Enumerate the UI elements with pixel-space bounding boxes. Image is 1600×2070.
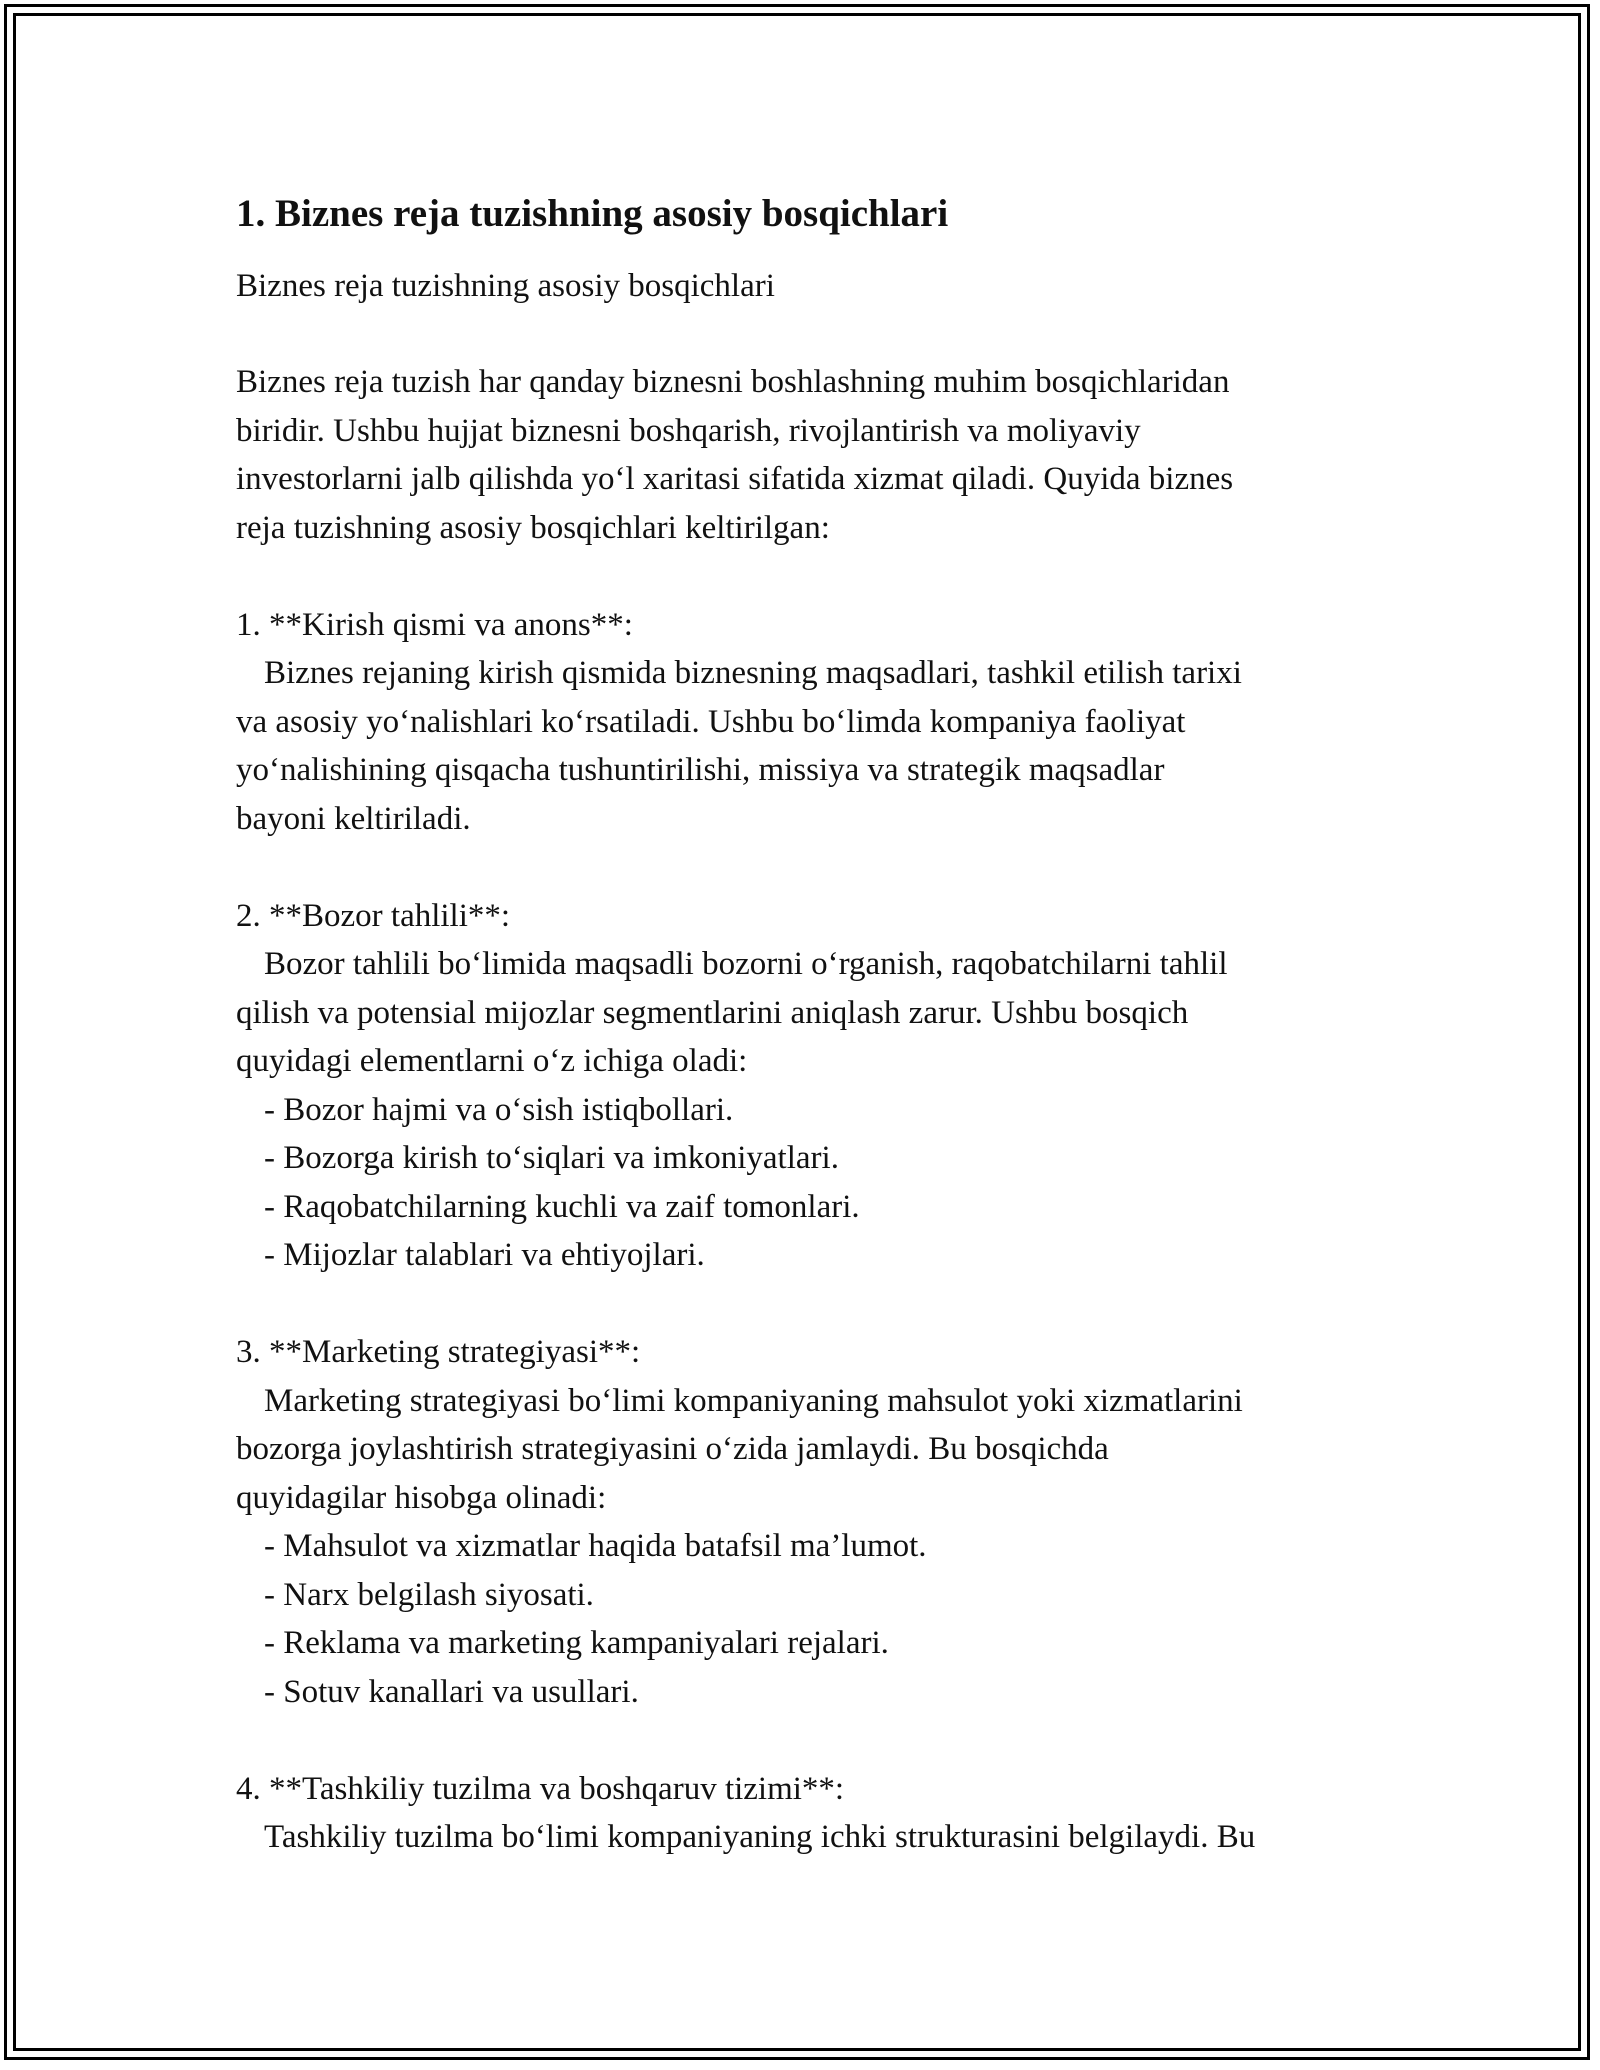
section-text-line: quyidagi elementlarni o‘z ichiga oladi: (236, 1043, 748, 1079)
section-text-line: bayoni keltiriladi. (236, 800, 471, 837)
intro-line: Biznes reja tuzish har qanday biznesni boshlashning muhim bosqichlaridan (236, 364, 1230, 400)
bullet-item: - Mijozlar talablari va ehtiyojlari. (264, 1237, 705, 1273)
intro-line: reja tuzishning asosiy bosqichlari keltirilgan: (236, 509, 830, 546)
section-text-line: qilish va potensial mijozlar segmentlarini aniqlash zarur. Ushbu bosqich (236, 994, 1189, 1031)
section-text-line: yo‘nalishining qisqacha tushuntirilishi, missiya va strategik maqsadlar (236, 752, 1165, 788)
bullet-item: - Raqobatchilarning kuchli va zaif tomonlari. (264, 1188, 860, 1225)
intro-paragraph (236, 358, 1416, 552)
intro-line: biridir. Ushbu hujjat biznesni boshqarish, rivojlantirish va moliyaviy (236, 412, 1141, 449)
section-2 (236, 892, 1416, 1280)
section-text-line: Marketing strategiyasi bo‘limi kompaniyaning mahsulot yoki xizmatlarini (264, 1382, 1243, 1419)
section-text-line: va asosiy yo‘nalishlari ko‘rsatiladi. Ushbu bo‘limda kompaniya faoliyat (236, 703, 1186, 740)
section-title: 3. **Marketing strategiyasi**: (236, 1334, 641, 1370)
section-text-line: bozorga joylashtirish strategiyasini o‘zida jamlaydi. Bu bosqichda (236, 1431, 1109, 1467)
document-body (236, 188, 1416, 1910)
intro-line: investorlarni jalb qilishda yo‘l xaritasi sifatida xizmat qiladi. Quyida biznes (236, 461, 1234, 497)
bullet-item: - Mahsulot va xizmatlar haqida batafsil ma’lumot. (264, 1528, 927, 1564)
bullet-item: - Bozor hajmi va o‘sish istiqbollari. (264, 1091, 734, 1128)
document-heading: 1. Biznes reja tuzishning asosiy bosqichlari (236, 192, 949, 235)
section-text-line: quyidagilar hisobga olinadi: (236, 1479, 607, 1516)
section-text-line: Biznes rejaning kirish qismida biznesning maqsadlari, tashkil etilish tarixi (264, 655, 1242, 691)
section-4 (236, 1765, 1416, 1862)
bullet-item: - Reklama va marketing kampaniyalari rejalari. (264, 1625, 889, 1661)
section-text-line: Bozor tahlili bo‘limida maqsadli bozorni o‘rganish, raqobatchilarni tahlil (264, 946, 1228, 982)
sections-list (236, 601, 1416, 1862)
bullet-item: - Narx belgilash siyosati. (264, 1576, 594, 1613)
section-text-line: Tashkiliy tuzilma bo‘limi kompaniyaning ichki strukturasini belgilaydi. Bu (264, 1819, 1256, 1855)
document-subtitle: Biznes reja tuzishning asosiy bosqichlari (236, 268, 775, 304)
section-1 (236, 601, 1416, 844)
section-title: 4. **Tashkiliy tuzilma va boshqaruv tizimi**: (236, 1770, 845, 1807)
section-3 (236, 1328, 1416, 1716)
bullet-item: - Bozorga kirish to‘siqlari va imkoniyatlari. (264, 1140, 839, 1176)
section-title: 2. **Bozor tahlili**: (236, 897, 511, 934)
section-title: 1. **Kirish qismi va anons**: (236, 606, 633, 643)
bullet-item: - Sotuv kanallari va usullari. (264, 1673, 639, 1710)
